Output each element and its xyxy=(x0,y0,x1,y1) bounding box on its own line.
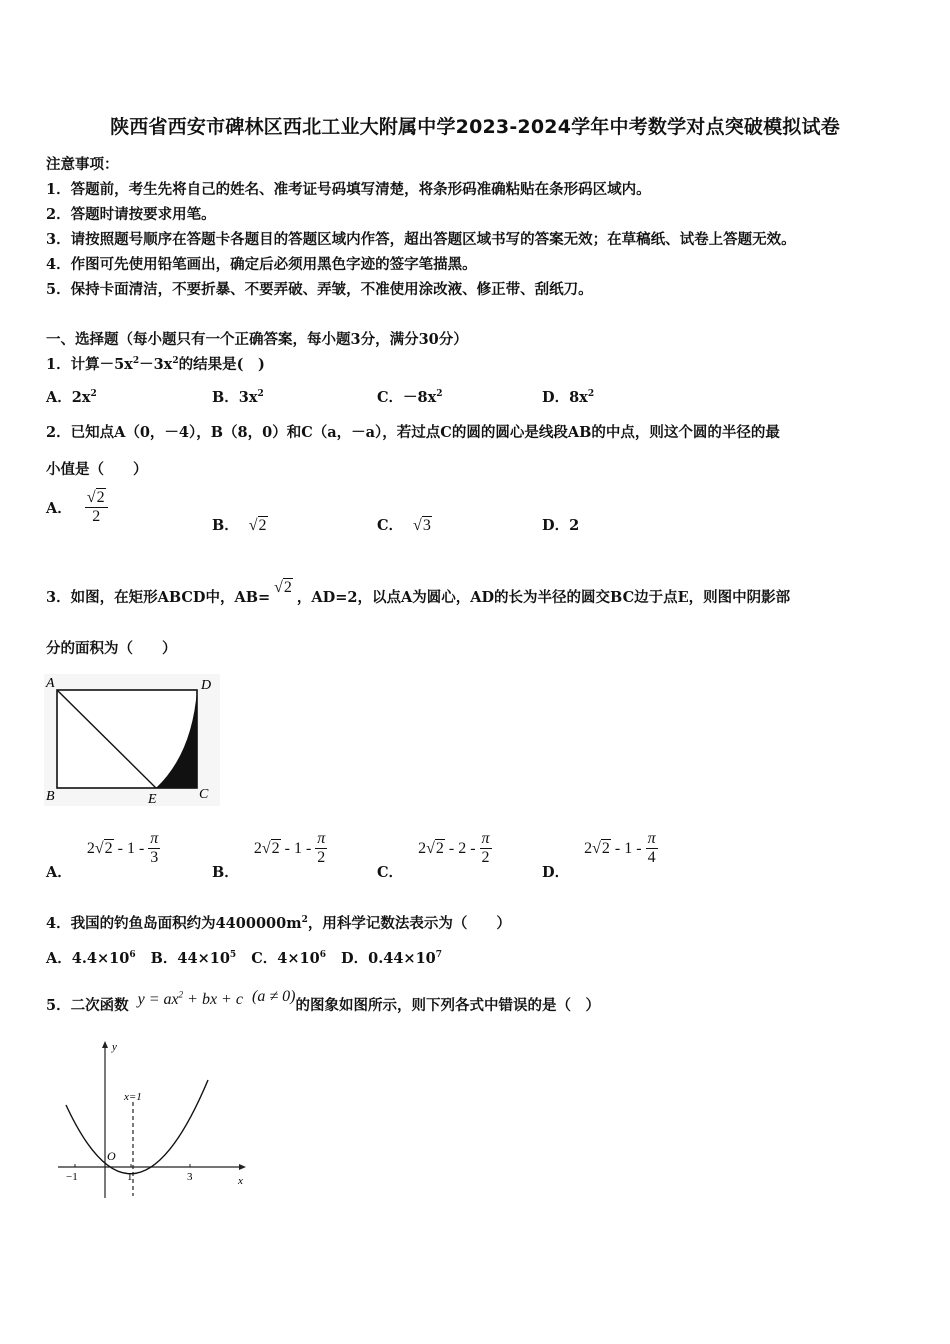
q2-option-d[interactable]: D．2 xyxy=(542,517,580,534)
q2-option-b[interactable]: B． √2 xyxy=(212,517,267,534)
note-item: 5．保持卡面清洁，不要折暴、不要弄破、弄皱，不准使用涂改液、修正带、刮纸刀。 xyxy=(46,281,593,298)
note-item: 4．作图可先使用铅笔画出，确定后必须用黑色字迹的签字笔描黑。 xyxy=(46,256,477,273)
rectangle-figure xyxy=(44,674,220,806)
q2-option-a[interactable]: A． $\frac{√2}{2}$ xyxy=(46,489,108,526)
q1-option-d[interactable]: D．$8x^2$ xyxy=(542,389,595,406)
origin-label: O xyxy=(107,1149,116,1163)
tick-label-neg1: −1 xyxy=(66,1171,78,1183)
q1-option-a[interactable]: A．$2x^2$ xyxy=(46,389,97,406)
q4-option-a[interactable]: A．$4.4\times 10^6$ xyxy=(46,950,136,967)
label-c: C xyxy=(199,787,209,802)
q3-option-b[interactable]: B． 2√2 - 1 - $\frac{\pi}{2}$ xyxy=(212,830,326,881)
q1-option-c[interactable]: C．$-8x^2$ xyxy=(377,389,443,406)
q1-option-b[interactable]: B．$3x^2$ xyxy=(212,389,264,406)
q3-option-d[interactable]: D． 2√2 - 1 - $\frac{\pi}{4}$ xyxy=(542,830,656,881)
question-5: 5．二次函数 $y = ax^2$ + bx + c (a ≠ 0)的图象如图所示，则下列各式中错误的是（ ） xyxy=(46,988,600,1014)
note-item: 3．请按照题号顺序在答题卡各题目的答题区域内作答，超出答题区域书写的答案无效；在草稿纸、试卷上答题无效。 xyxy=(46,231,796,248)
section-heading: 一、选择题（每小题只有一个正确答案，每小题3分，满分30分） xyxy=(46,331,468,348)
notes-heading: 注意事项： xyxy=(46,156,119,173)
note-item: 1．答题前，考生先将自己的姓名、准考证号码填写清楚，将条形码准确粘贴在条形码区域内。 xyxy=(46,181,651,198)
q2-option-c[interactable]: C． √3 xyxy=(377,517,431,534)
question-4: 4．我国的钓鱼岛面积约为$4400000m^2$，用科学记数法表示为（ ） xyxy=(46,915,511,932)
q3-option-a[interactable]: A． 2√2 - 1 - $\frac{\pi}{3}$ xyxy=(46,830,159,881)
tick-label-1: 1 xyxy=(127,1171,133,1183)
q4-option-c[interactable]: C．$4\times 10^6$ xyxy=(251,950,326,967)
note-item: 2．答题时请按要求用笔。 xyxy=(46,206,216,223)
label-d: D xyxy=(201,678,212,693)
label-e: E xyxy=(148,792,157,806)
x-axis-label: x xyxy=(238,1175,243,1187)
symmetry-label: x=1 xyxy=(124,1091,142,1103)
page-title: 陕西省西安市碑林区西北工业大附属中学2023-2024学年中考数学对点突破模拟试卷 xyxy=(110,116,840,138)
question-2: 2．已知点A（0，－4），B（8，0）和C（a，－a），若过点C的圆的圆心是线段AB的中点，则这个圆的半径的最 xyxy=(46,424,780,441)
question-3: 3．如图，在矩形ABCD中，AB=√2，AD=2，以点A为圆心，AD的长为半径的圆交BC边于点E，则图中阴影部 xyxy=(46,579,791,606)
q4-option-d[interactable]: D．$0.44\times 10^7$ xyxy=(341,950,443,967)
question-1: 1．计算$-5x^2-3x^2$的结果是( ) xyxy=(46,356,265,373)
question-2-cont: 小值是（ ） xyxy=(46,461,148,478)
tick-label-3: 3 xyxy=(187,1171,193,1183)
question-3-cont: 分的面积为（ ） xyxy=(46,640,177,657)
q4-option-b[interactable]: B．$44\times 10^5$ xyxy=(150,950,237,967)
q4-options xyxy=(46,947,442,968)
label-b: B xyxy=(46,789,55,804)
q3-option-c[interactable]: C． 2√2 - 2 - $\frac{\pi}{2}$ xyxy=(377,830,490,881)
label-a: A xyxy=(46,676,55,691)
parabola-graph xyxy=(56,1038,250,1204)
y-axis-label: y xyxy=(112,1041,117,1053)
